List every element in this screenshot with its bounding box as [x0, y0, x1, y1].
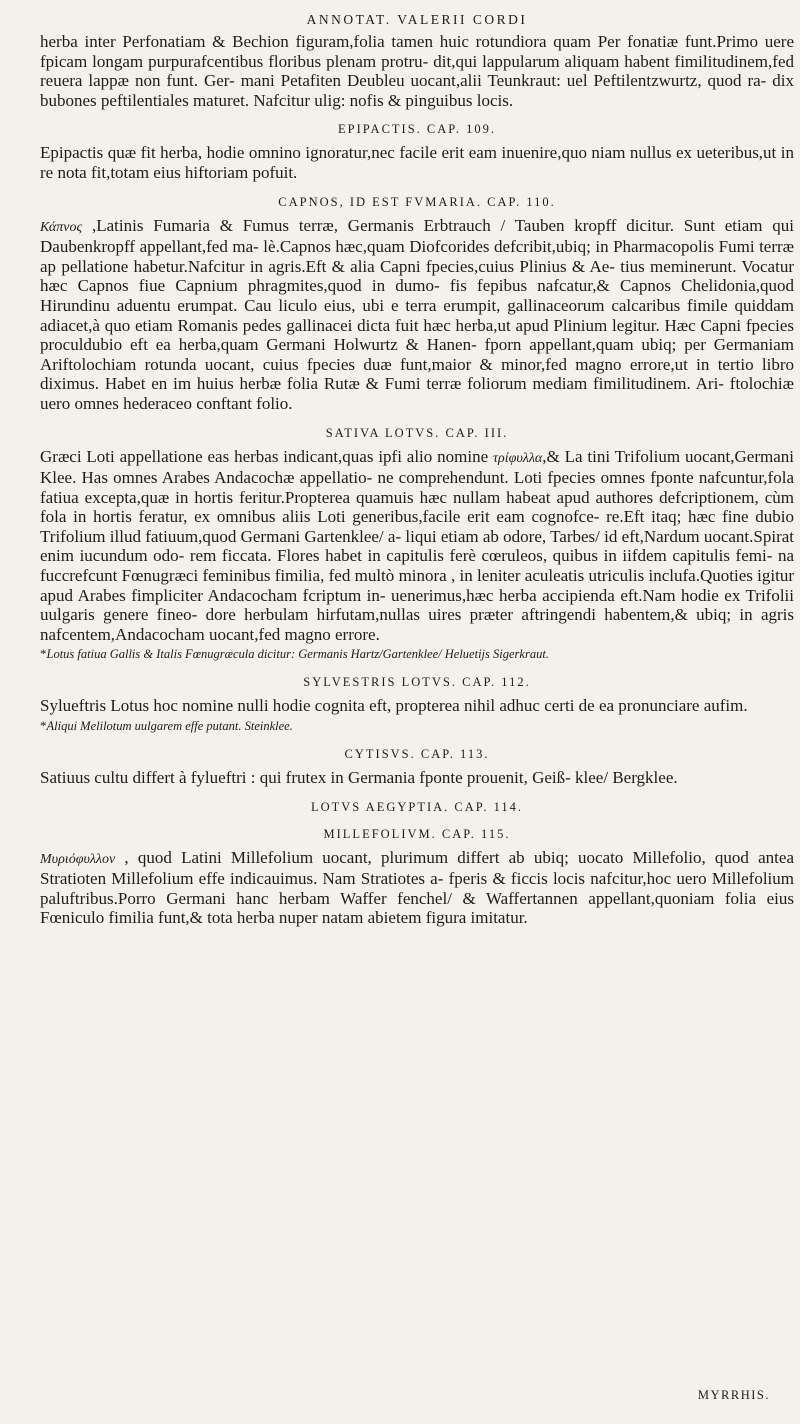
sativa-lotus-text-b: ,& La tini Trifolium uocant,Germani Klee. Has omnes Arabes Andacochæ appellatio- ne comprehendunt. Loti fpecies omnes fponte nafcuntur,fola fatiua excepta,quæ in hortis feritur.Propterea quamuis hæc nullam habeat apud authores defcriptionem, cùm fola in hortis feratur, ex omnibus aliis Loti generibus,facile erit eam cognofce- re.Eft itaq; hæc fine dubio Trifolium illud fatiuum,quod Germani Gartenklee/ a- liqui etiam ab odore, Tarbes/ id eft,Nardum uocant.Spirat enim iucundum odo- rem ficcata. Flores habet in capitulis ferè cœruleos, quibus in iifdem capitulis femi- na fuccrefcunt Fœnugræci feminibus fimilia, fed multò minora , in leniter aculeatis utriculis inclufa.Quoties igitur apud Arabes fimpliciter Andacocham fcriptum in- uenerimus,hæc herba accipienda eft.Nam hodie ex Trifolii uulgaris genere fineo- dore herbulam hirfutam,nullas uires præter aftringendi habentem,& ubiq; in agris nafcentem,Andacocham uocant,fed magno errore. — [40, 446, 794, 644]
cytisus-paragraph: Satiuus cultu differt à fylueftri : qui frutex in Germania fponte prouenit, Geiß- klee/ Bergklee. — [40, 768, 678, 788]
sativa-lotus-text-a: Græci Loti appellatione eas herbas indicant,quas ipfi alio nomine — [40, 446, 493, 466]
millefolium-greek-word: Μυριόφυλλον — [40, 851, 116, 867]
millefolium-heading: MILLEFOLIVM. CAP. 115. — [323, 826, 511, 841]
sativa-lotus-paragraph — [40, 447, 794, 645]
capnos-paragraph — [40, 216, 794, 414]
epipactis-paragraph: Epipactis quæ fit herba, hodie omnino ignoratur,nec facile erit eam inuenire,quo niam nullus ex ueteribus,ut in re nota fit,totam eius hiftoriam pofuit. — [40, 143, 794, 182]
sylvestris-lotus-paragraph: Sylueftris Lotus hoc nomine nulli hodie cognita eft, propterea nihil adhuc certi de ea pronunciare aufim. — [40, 696, 748, 716]
intro-paragraph: herba inter Perfonatiam & Bechion figuram,folia tamen huic rotundiora quam Per fonatiæ funt.Primo uere fpicam longam purpurafcentibus floribus plenam protru- dit,qui lappularum aliquam habent fimilitudinem,fed reuera lappæ non funt. Ger- mani Petafiten Deubleu uocant,alii Teunkraut: uel Peftilentzwurtz, quod ra- dix bubones peftilentiales maturet. Nafcitur ulig: nofis & pinguibus locis. — [40, 32, 794, 110]
capnos-greek-word: Κάπνος — [40, 219, 83, 235]
asterisk-mark: * — [40, 718, 47, 734]
sylvestris-lotus-note — [40, 717, 794, 735]
sylvestris-lotus-heading: SYLVESTRIS LOTVS. CAP. 112. — [303, 675, 531, 690]
cytisus-heading: CYTISVS. CAP. 113. — [344, 747, 490, 762]
capnos-heading: CAPNOS, ID EST FVMARIA. CAP. 110. — [278, 194, 556, 209]
lotus-aegyptia-heading: LOTVS AEGYPTIA. CAP. 114. — [310, 799, 524, 814]
sylvestris-lotus-note-text: Aliqui Melilotum uulgarem effe putant. Steinklee. — [46, 719, 293, 734]
catchword: MYRRHIS. — [697, 1388, 770, 1402]
sativa-lotus-greek-word: τρίφυλλα — [492, 450, 543, 466]
capnos-text: ,Latinis Fumaria & Fumus terræ, Germanis Erbtrauch / Tauben kropff dicitur. Sunt etiam qui Daubenkropff appellant,fed ma- lè.Capnos hæc,quam Diofcorides defcribit,ubiq; in Pharmacopolis Fumi terræ ap pellatione habetur.Nafcitur in agris.Eft & alia Capni fpecies,cuius Plinius & Ae- tius meminerunt. Vocatur hæc Capnos fiue Capnium phragmites,quod in dumo- fis fepibus nafcatur,& Capnos Chelidonia,quod Hirundinu aduentu erumpat. Cau liculo eius, ubi e terra erumpit, gallinaceorum calcaribus fimile quiddam adiacet,à quo etiam Romanis pedes gallinacei dicta fuit hæc herba,ut apud Plinium legitur. Hæc Capni fpecies proculdubio eft ea herba,quam Germani Holwurtz & Hanen- fporn appellant,quam ubiq; per Germaniam Ariftolochiam rotunda uocant, cuius fpecies duæ funt,maior & minor,fed magno errore,ut in tertio libro diximus. Habet en im huius herbæ folia Rutæ & Fumi terræ foliorum mediam fimilitudinem. Ari- ftolochiæ uero omnes hederaceo conftant folio. — [40, 215, 794, 413]
millefolium-paragraph — [40, 848, 794, 928]
asterisk-mark: * — [40, 646, 47, 662]
epipactis-heading: EPIPACTIS. CAP. 109. — [338, 122, 496, 137]
running-head: ANNOTAT. VALERII CORDI — [306, 12, 528, 27]
sativa-lotus-heading: SATIVA LOTVS. CAP. III. — [325, 425, 509, 440]
sativa-lotus-note-text: Lotus fatiua Gallis & Italis Fœnugræcula dicitur: Germanis Hartz/Gartenklee/ Heluetijs Sigerkraut. — [46, 647, 549, 662]
millefolium-text: , quod Latini Millefolium uocant, plurimum differt ab ubiq; uocato Millefolio, quod antea Stratioten Millefolium effe indicauimus. Nam Stratiotes a- fperis & ficcis locis nafcitur,hoc uero Millefolium paluftribus.Porro Germani hanc herbam Waffer fenchel/ & Waffertannen appellant,quoniam folia eius Fœniculo fimilia funt,& tota herba nuper natam abietem figura imitatur. — [40, 847, 794, 928]
sativa-lotus-note — [40, 645, 794, 663]
